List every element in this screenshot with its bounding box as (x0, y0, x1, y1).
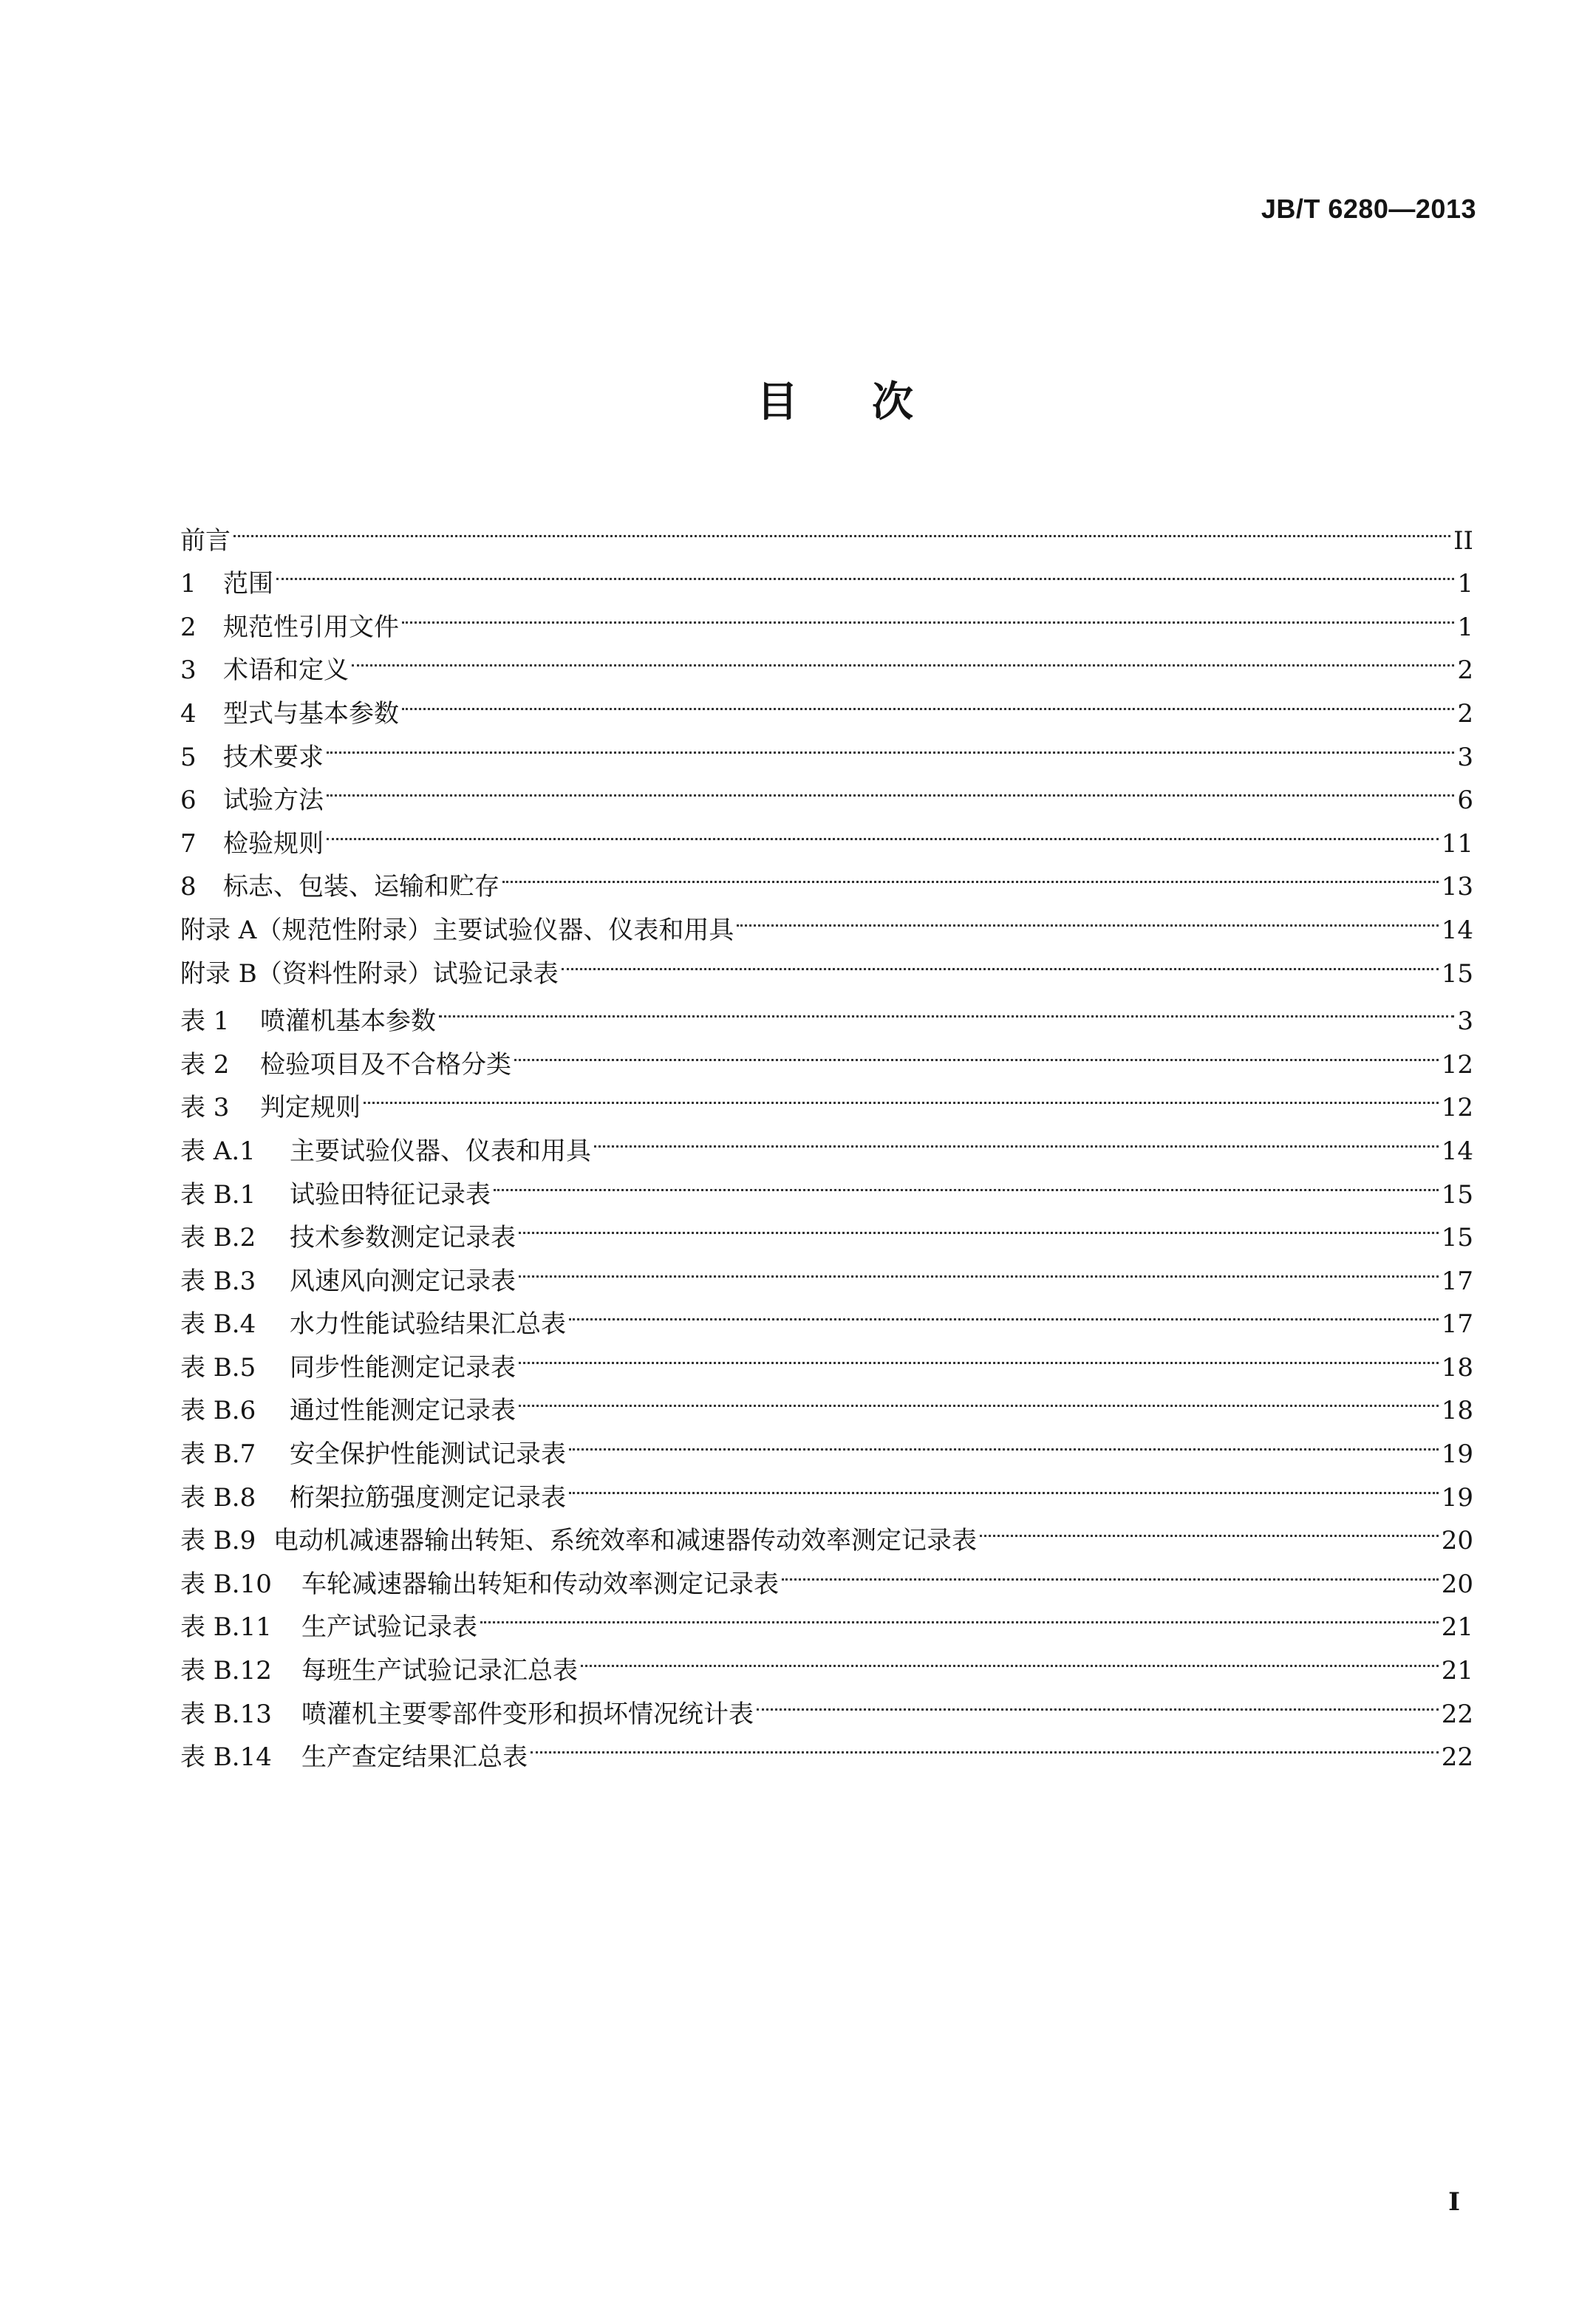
toc-entry-number: 5 (180, 742, 197, 772)
toc-entry-page: 12 (1441, 1049, 1473, 1080)
toc-entry[interactable] (180, 1116, 1473, 1166)
toc-leader-dots (327, 808, 1439, 852)
toc-entry-page: 2 (1457, 655, 1473, 686)
toc-leader-dots (562, 938, 1439, 982)
toc-entry-title: 技术要求 (223, 742, 324, 772)
toc-entry-label (180, 736, 324, 780)
toc-entry[interactable] (180, 852, 1473, 902)
toc-leader-dots (757, 1679, 1439, 1722)
toc-entry-title: 每班生产试验记录汇总表 (301, 1656, 578, 1686)
toc-entry-number: 表 B.2 (180, 1223, 256, 1253)
page-number: I (1448, 2187, 1460, 2217)
toc-entry-page: 19 (1441, 1482, 1473, 1513)
toc-entry-page: 14 (1441, 915, 1473, 945)
toc-leader-dots (402, 678, 1454, 722)
toc-entry-number: 3 (180, 655, 197, 686)
toc-entry-label (180, 1260, 516, 1303)
toc-entry-title: 风速风向测定记录表 (290, 1266, 516, 1296)
toc-entry-label (180, 1086, 361, 1130)
toc-entry-title: 电动机减速器输出转矩、系统效率和减速器传动效率测定记录表 (273, 1526, 977, 1556)
toc-entry-label (180, 1389, 516, 1433)
toc-leader-dots (581, 1635, 1439, 1679)
toc-entry-title: 喷灌机基本参数 (260, 1006, 436, 1037)
toc-entry-title: 水力性能试验结果汇总表 (290, 1309, 566, 1340)
toc-entry-title: 安全保护性能测试记录表 (290, 1439, 566, 1470)
toc-leader-dots (327, 722, 1454, 766)
toc-leader-dots (980, 1506, 1439, 1550)
toc-entry-title: 试验田特征记录表 (290, 1179, 491, 1210)
toc-entry-title: 前言 (180, 525, 231, 556)
toc-entry-page: 19 (1441, 1439, 1473, 1470)
toc-leader-dots (233, 505, 1450, 549)
toc-leader-dots (519, 1376, 1439, 1419)
page-title (0, 369, 1596, 429)
toc-entry-page: 2 (1457, 698, 1473, 729)
toc-leader-dots (531, 1722, 1439, 1766)
toc-leader-dots (494, 1159, 1439, 1203)
title-char-1: 目 (757, 378, 798, 426)
toc-entry-number: 表 A.1 (180, 1136, 256, 1166)
toc-entry-number: 表 B.14 (180, 1742, 272, 1773)
toc-entry-number: 表 B.1 (180, 1179, 256, 1210)
toc-entry-title: 技术参数测定记录表 (290, 1223, 516, 1253)
toc-entry-page: 1 (1457, 569, 1473, 599)
toc-entry-title: 通过性能测定记录表 (290, 1396, 516, 1426)
toc-entry-number: 6 (180, 785, 197, 816)
toc-entry-page: 18 (1441, 1352, 1473, 1383)
toc-entry-label (180, 822, 324, 866)
toc-entry[interactable] (180, 678, 1473, 729)
toc-entry[interactable] (180, 592, 1473, 642)
toc-entry-title: 试验方法 (223, 785, 324, 816)
toc-entry-number: 表 B.4 (180, 1309, 256, 1340)
toc-entry[interactable] (180, 808, 1473, 859)
toc-entry-title: 术语和定义 (223, 655, 349, 686)
toc-leader-dots (569, 1419, 1439, 1462)
toc-leader-dots (569, 1462, 1439, 1506)
toc-entry-number: 表 B.13 (180, 1699, 272, 1729)
toc-entry-label (180, 1000, 436, 1043)
toc-entry-number: 表 3 (180, 1093, 230, 1123)
toc-leader-dots (519, 1203, 1439, 1247)
toc-entry-page: 15 (1441, 1223, 1473, 1253)
toc-entry-title: 喷灌机主要零部件变形和损坏情况统计表 (301, 1699, 754, 1729)
toc-entry-label (180, 649, 349, 692)
toc-entry-label (180, 1736, 528, 1779)
toc-entry-title: 范围 (223, 569, 273, 599)
toc-entry-title: 桁架拉筋强度测定记录表 (290, 1482, 566, 1513)
toc-leader-dots (514, 1029, 1439, 1073)
toc-entry[interactable] (180, 722, 1473, 772)
toc-entry-page: 12 (1441, 1093, 1473, 1123)
toc-entry-page: 22 (1441, 1742, 1473, 1773)
toc-entry-title: 附录 B（资料性附录）试验记录表 (180, 958, 559, 989)
toc-entry-title: 生产查定结果汇总表 (301, 1742, 528, 1773)
toc-entry[interactable] (180, 635, 1473, 686)
toc-entry-number: 表 B.5 (180, 1352, 256, 1383)
table-of-contents (180, 505, 1473, 1773)
toc-leader-dots (480, 1592, 1439, 1636)
toc-entry-number: 7 (180, 828, 197, 859)
toc-leader-dots (364, 1073, 1439, 1117)
toc-entry-number: 表 B.8 (180, 1482, 256, 1513)
toc-entry-title: 判定规则 (260, 1093, 361, 1123)
toc-entry-number: 表 B.9 (180, 1526, 256, 1556)
toc-entry-label (180, 779, 324, 822)
toc-entry-page: 6 (1457, 785, 1473, 816)
toc-entry-label (180, 519, 231, 563)
toc-entry-title: 车轮减速器输出转矩和传动效率测定记录表 (301, 1569, 779, 1599)
toc-leader-dots (276, 549, 1454, 593)
toc-entry-page: 15 (1441, 958, 1473, 989)
toc-leader-dots (439, 986, 1454, 1030)
toc-entry-page: 15 (1441, 1179, 1473, 1210)
toc-entry-title: 同步性能测定记录表 (290, 1352, 516, 1383)
toc-entry-page: 13 (1441, 872, 1473, 902)
toc-entry-title: 附录 A（规范性附录）主要试验仪器、仪表和用具 (180, 915, 734, 945)
toc-entry-page: 21 (1441, 1612, 1473, 1643)
toc-entry-title: 标志、包装、运输和贮存 (223, 872, 499, 902)
toc-entry-label (180, 1303, 566, 1346)
toc-entry-page: II (1453, 525, 1473, 556)
toc-entry[interactable] (180, 766, 1473, 816)
toc-leader-dots (327, 766, 1454, 809)
toc-entry-page: 3 (1457, 1006, 1473, 1037)
toc-entry-page: 22 (1441, 1699, 1473, 1729)
toc-entry-number: 表 1 (180, 1006, 230, 1037)
toc-leader-dots (782, 1549, 1439, 1592)
toc-leader-dots (502, 852, 1439, 896)
toc-entry-label (180, 1433, 566, 1476)
toc-entry-page: 3 (1457, 742, 1473, 772)
toc-entry-page: 11 (1441, 828, 1473, 859)
toc-entry-label (180, 1606, 477, 1649)
toc-entry-label (180, 1649, 578, 1693)
toc-entry-number: 表 B.11 (180, 1612, 272, 1643)
toc-entry-label (180, 1216, 516, 1260)
toc-entry-number: 表 B.7 (180, 1439, 256, 1470)
toc-entry-page: 21 (1441, 1656, 1473, 1686)
toc-entry-label (180, 562, 273, 606)
standard-code: JB/T 6280—2013 (1261, 194, 1476, 224)
toc-leader-dots (594, 1116, 1439, 1159)
toc-entry-label (180, 1173, 491, 1217)
toc-entry-page: 17 (1441, 1266, 1473, 1296)
toc-entry-title: 生产试验记录表 (301, 1612, 477, 1643)
toc-entry-number: 4 (180, 698, 197, 729)
toc-entry-page: 20 (1441, 1569, 1473, 1599)
toc-entry-title: 规范性引用文件 (223, 612, 399, 642)
toc-entry-page: 17 (1441, 1309, 1473, 1340)
toc-entry-number: 表 B.6 (180, 1396, 256, 1426)
toc-entry-label (180, 1476, 566, 1520)
title-char-2: 次 (872, 378, 913, 426)
toc-entry-page: 14 (1441, 1136, 1473, 1166)
toc-entry-number: 表 B.3 (180, 1266, 256, 1296)
toc-entry-label (180, 865, 499, 909)
toc-leader-dots (519, 1332, 1439, 1376)
toc-entry[interactable] (180, 1073, 1473, 1123)
toc-entry-number: 表 2 (180, 1049, 230, 1080)
toc-entry-page: 18 (1441, 1396, 1473, 1426)
toc-entry-label (180, 1346, 516, 1390)
toc-entry-number: 表 B.12 (180, 1656, 272, 1686)
toc-entry-number: 2 (180, 612, 197, 642)
toc-leader-dots (569, 1289, 1439, 1333)
toc-entry[interactable] (180, 549, 1473, 599)
toc-leader-dots (352, 635, 1454, 679)
toc-entry-page: 1 (1457, 612, 1473, 642)
toc-leader-dots (737, 895, 1438, 938)
toc-leader-dots (402, 592, 1454, 635)
toc-entry-title: 型式与基本参数 (223, 698, 399, 729)
toc-entry-page: 20 (1441, 1526, 1473, 1556)
toc-entry-title: 检验项目及不合格分类 (260, 1049, 511, 1080)
toc-entry-title: 检验规则 (223, 828, 324, 859)
toc-entry-title: 主要试验仪器、仪表和用具 (290, 1136, 591, 1166)
toc-entry-number: 1 (180, 569, 197, 599)
toc-entry-number: 8 (180, 872, 197, 902)
toc-entry-number: 表 B.10 (180, 1569, 272, 1599)
toc-entry[interactable] (180, 505, 1473, 556)
toc-leader-dots (519, 1246, 1439, 1289)
